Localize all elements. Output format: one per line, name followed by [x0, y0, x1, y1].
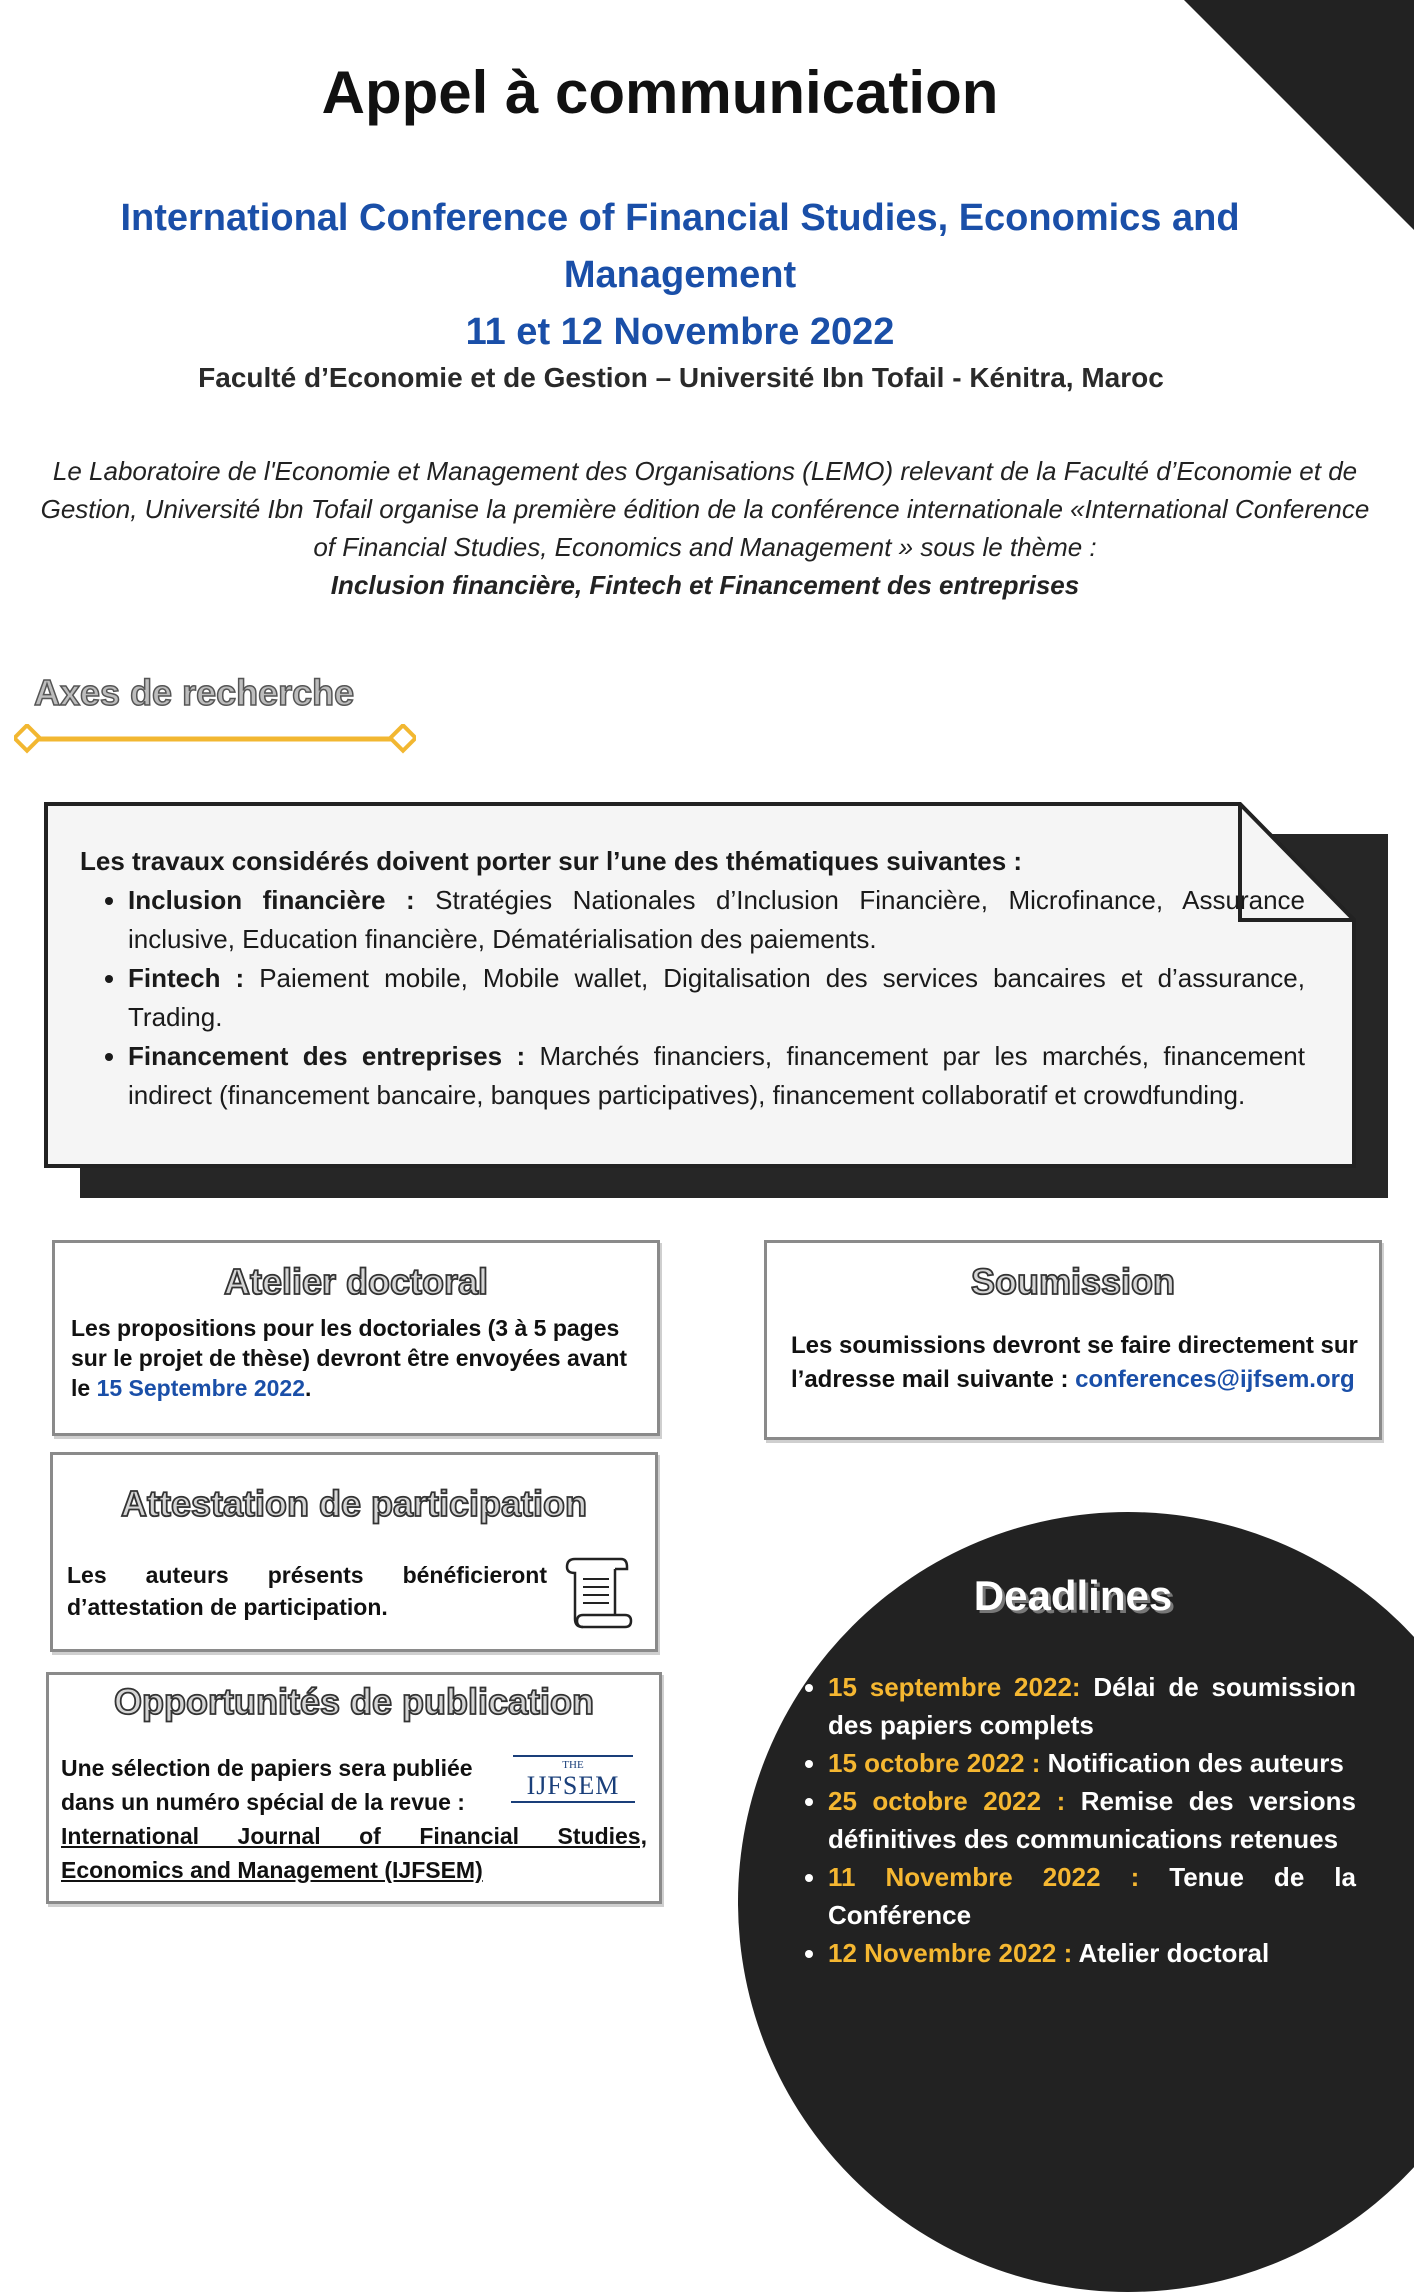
- deadline-text: Remise des versions définitives des communications retenues: [828, 1786, 1357, 1854]
- intro-text: Le Laboratoire de l'Economie et Management des Organisations (LEMO) relevant de la Faculté d’Economie et de Gestion, Université Ibn Tofail organise la première édition de la conférence internationale «International Conference of Financial Studies, Economics and Management » sous le thème :: [40, 456, 1370, 562]
- item-label: Inclusion financière :: [128, 885, 415, 915]
- deadline-item: [828, 1668, 1356, 1744]
- deadline-date: 11 Novembre 2022 :: [828, 1862, 1140, 1892]
- logo-the: THE: [513, 1755, 633, 1771]
- axes-list: [80, 881, 1305, 1115]
- deadline-date: 15 septembre 2022:: [828, 1672, 1081, 1702]
- deadline-text: Délai de soumission des papiers complets: [828, 1672, 1356, 1740]
- item-label: Financement des entreprises :: [128, 1041, 526, 1071]
- publication-heading: Opportunités de publication: [114, 1681, 594, 1722]
- conference-name-line1: International Conference of Financial Studies, Economics and: [120, 197, 1240, 239]
- soumission-body: Les soumissions devront se faire directement sur l’adresse mail suivante :: [791, 1332, 1358, 1393]
- atelier-heading: Atelier doctoral: [223, 1261, 489, 1302]
- deadline-date: 12 Novembre 2022 :: [828, 1938, 1073, 1968]
- publication-text: Une sélection de papiers sera publiée dans un numéro spécial de la revue :: [61, 1755, 473, 1815]
- attestation-heading: Attestation de participation: [120, 1483, 588, 1524]
- conference-dates: 11 et 12 Novembre 2022: [465, 311, 895, 353]
- atelier-date: 15 Septembre 2022: [96, 1375, 305, 1401]
- conference-name-line2: Management: [563, 254, 797, 296]
- intro-theme: Inclusion financière, Fintech et Financement des entreprises: [330, 570, 1080, 600]
- submission-email-link[interactable]: conferences@ijfsem.org: [1075, 1366, 1355, 1393]
- deadlines-list: [808, 1668, 1356, 1972]
- deadlines-heading: Deadlines: [973, 1572, 1173, 1619]
- deadline-item: [828, 1934, 1356, 1972]
- journal-logo: [507, 1755, 639, 1803]
- research-axes-content: [80, 842, 1305, 1115]
- soumission-heading: Soumission: [970, 1261, 1176, 1302]
- logo-name: IJFSEM: [511, 1771, 635, 1803]
- faculty-line: Faculté d’Economie et de Gestion – Université Ibn Tofail - Kénitra, Maroc: [198, 362, 1164, 393]
- deadline-item: [828, 1782, 1356, 1858]
- item-text: Paiement mobile, Mobile wallet, Digitalisation des services bancaires et d’assurance, Trading.: [128, 963, 1305, 1032]
- deadline-text: Notification des auteurs: [1040, 1748, 1344, 1778]
- deadline-date: 25 octobre 2022 :: [828, 1786, 1066, 1816]
- item-text: Marchés financiers, financement par les marchés, financement indirect (financement bancaire, banques participatives), financement collaboratif et crowdfunding.: [128, 1041, 1305, 1110]
- axes-lead: Les travaux considérés doivent porter sur l’une des thématiques suivantes :: [80, 846, 1023, 876]
- heading-underline: [14, 724, 416, 754]
- soumission-text: [791, 1329, 1361, 1397]
- soumission-box: [764, 1240, 1382, 1440]
- deadline-text: Atelier doctoral: [1072, 1938, 1270, 1968]
- list-item: [128, 881, 1305, 959]
- deadline-text: Tenue de la Conférence: [828, 1862, 1356, 1930]
- conference-name: [100, 190, 1260, 361]
- atelier-text: [71, 1313, 647, 1403]
- page-title: Appel à communication: [321, 59, 999, 126]
- deadline-item: [828, 1858, 1356, 1934]
- item-text: Stratégies Nationales d’Inclusion Financière, Microfinance, Assurance inclusive, Education financière, Dématérialisation des paiements.: [128, 885, 1305, 954]
- publication-box: [46, 1672, 662, 1904]
- atelier-box: [52, 1240, 660, 1436]
- atelier-body: Les propositions pour les doctoriales (3 à 5 pages sur le projet de thèse) devront être envoyées avant le: [71, 1315, 628, 1401]
- atelier-end: .: [304, 1375, 312, 1401]
- item-label: Fintech :: [128, 963, 245, 993]
- journal-link[interactable]: International Journal of Financial Studies, Economics and Management (IJFSEM): [61, 1823, 647, 1883]
- attestation-box: [50, 1452, 658, 1652]
- attestation-text: Les auteurs présents bénéficieront d’attestation de participation.: [67, 1562, 547, 1620]
- axes-heading: Axes de recherche: [34, 672, 355, 713]
- deadline-date: 15 octobre 2022 :: [828, 1748, 1041, 1778]
- intro-paragraph: [40, 452, 1370, 604]
- deadline-item: [828, 1744, 1356, 1782]
- scroll-icon: [563, 1553, 633, 1633]
- list-item: [128, 959, 1305, 1037]
- list-item: [128, 1037, 1305, 1115]
